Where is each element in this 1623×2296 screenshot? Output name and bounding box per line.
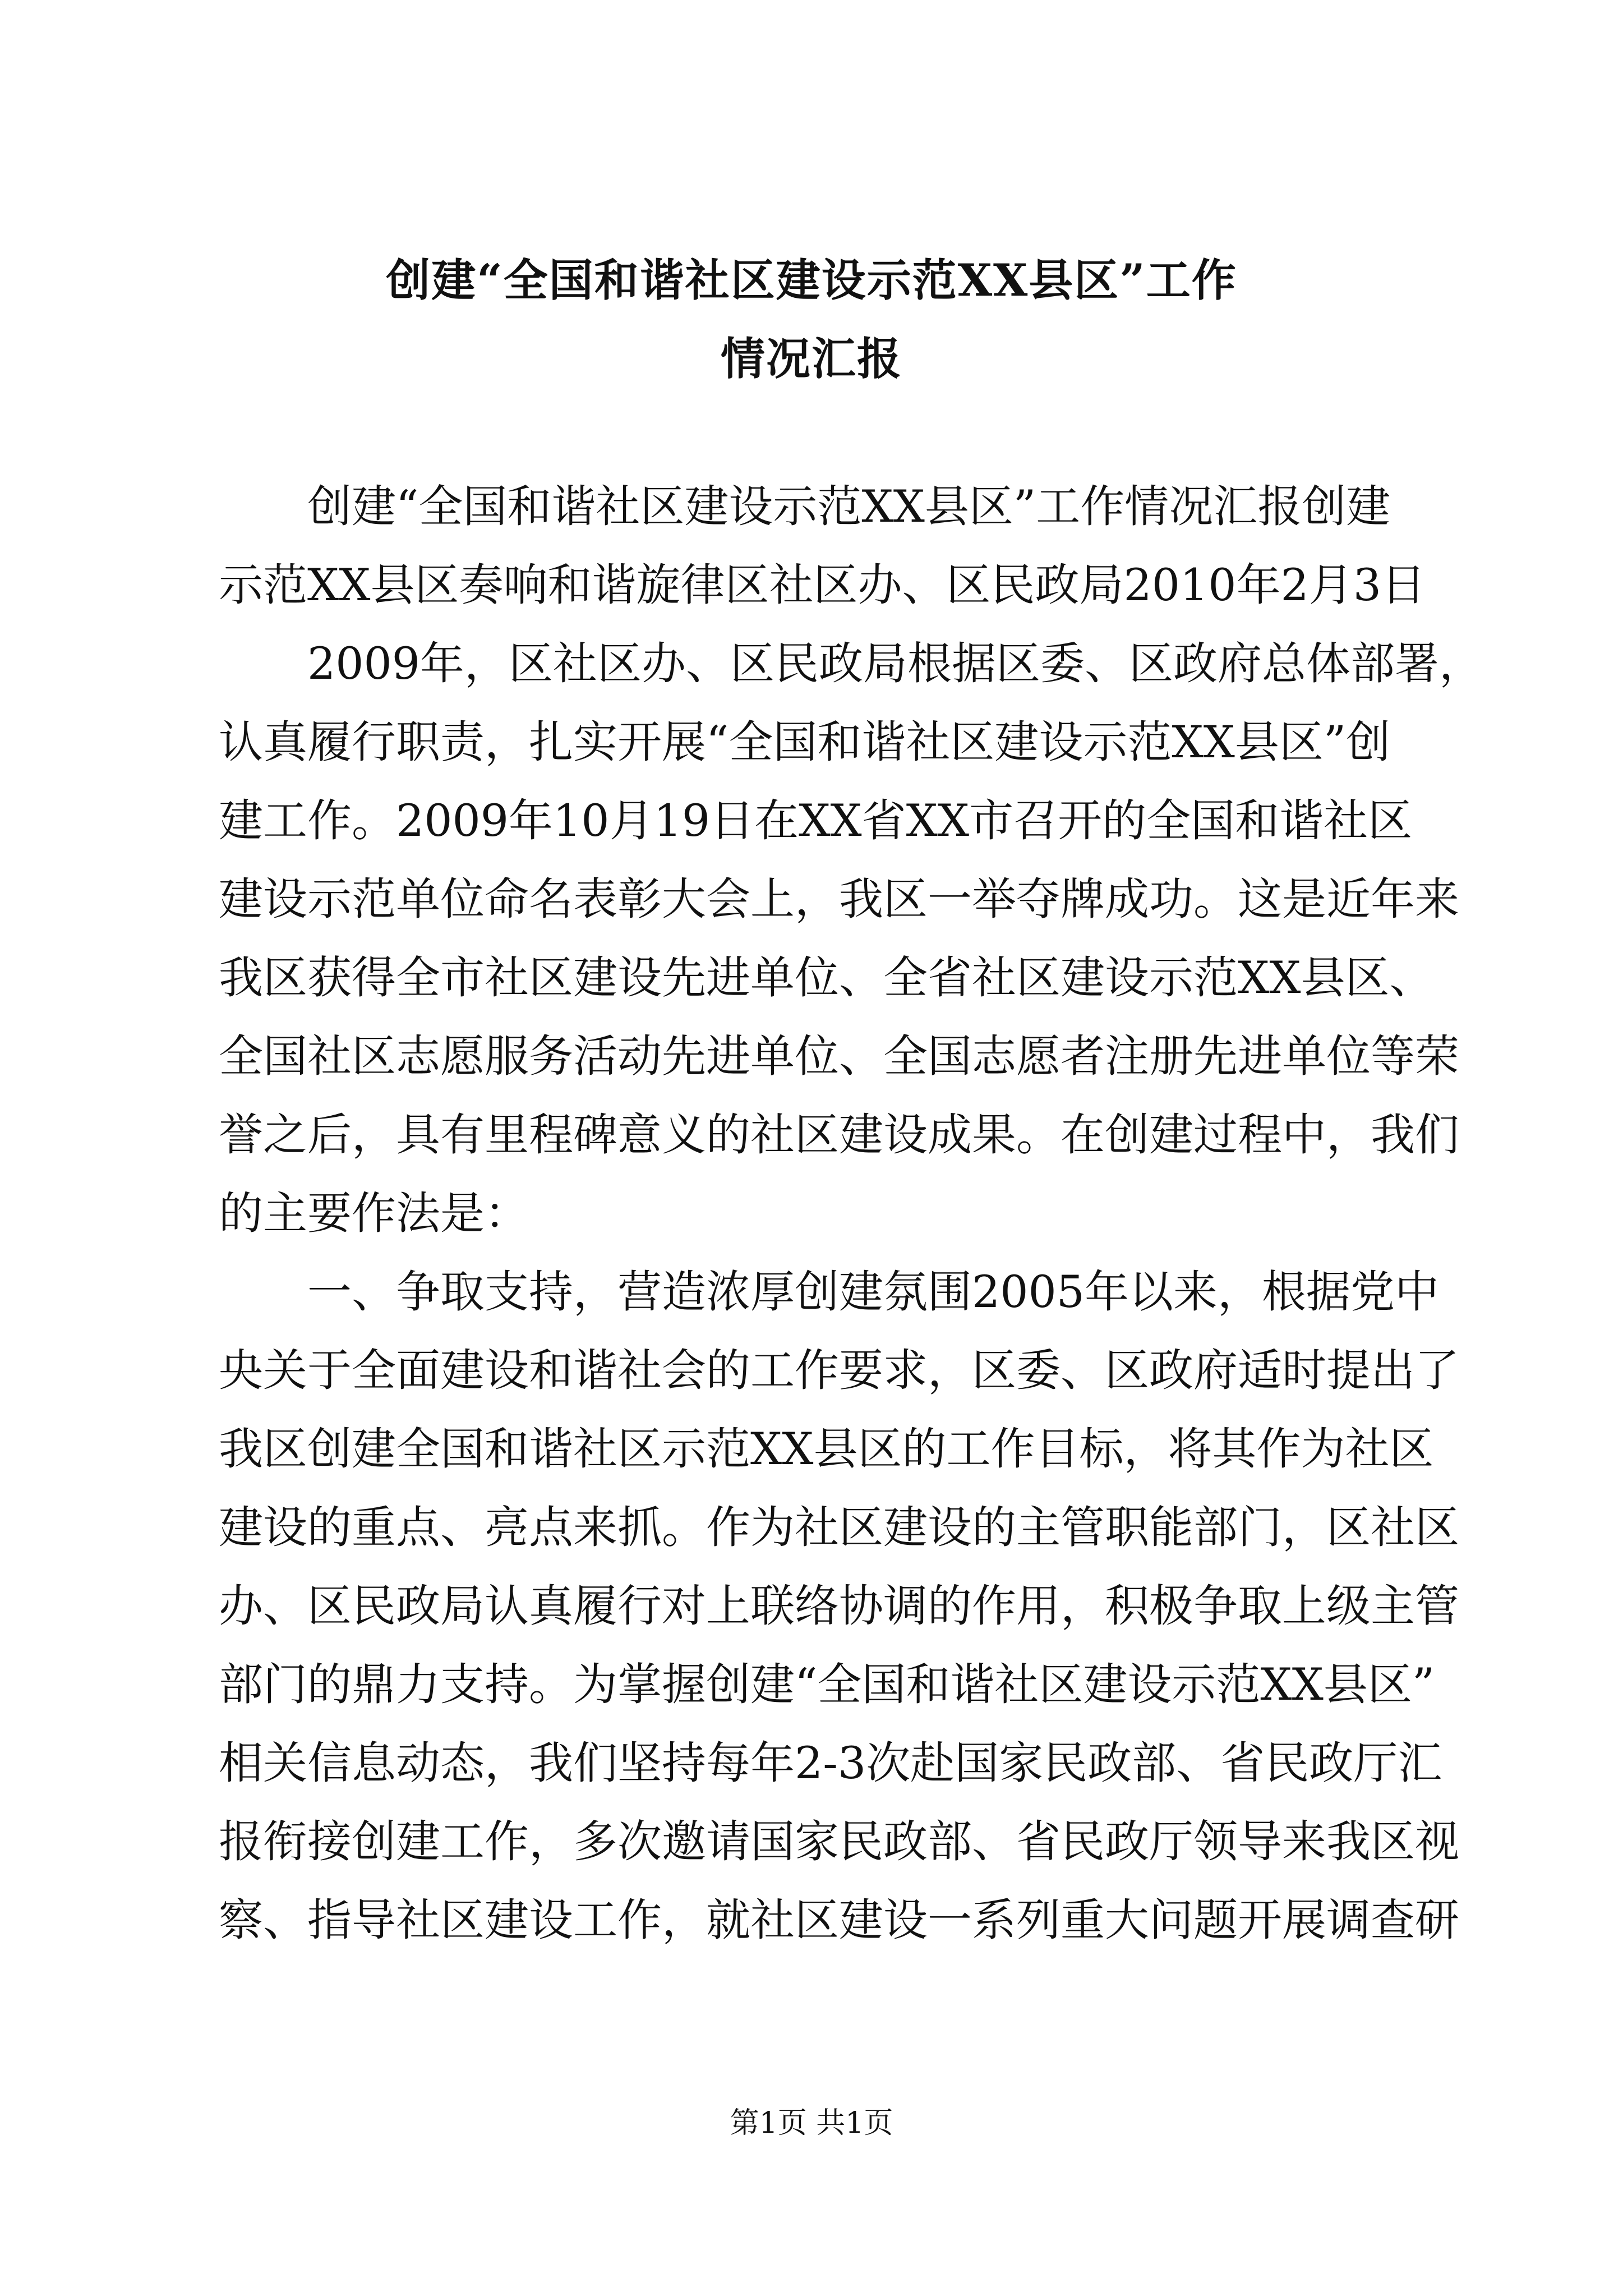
title-line: 创建“全国和谐社区建设示范XX县区”工作 bbox=[386, 254, 1237, 306]
body-line: 报衔接创建工作，多次邀请国家民政部、省民政厅领导来我区视 bbox=[219, 1816, 1459, 1867]
document-body bbox=[219, 467, 1484, 1959]
body-line: 全国社区志愿服务活动先进单位、全国志愿者注册先进单位等荣 bbox=[219, 1030, 1459, 1082]
body-line: 建工作。2009年10月19日在XX省XX市召开的全国和谐社区 bbox=[219, 795, 1413, 846]
body-line: 建设示范单位命名表彰大会上，我区一举夺牌成功。这是近年来 bbox=[219, 873, 1459, 925]
page-footer: 第1页 共1页 bbox=[730, 2106, 893, 2140]
body-line: 创建“全国和谐社区建设示范XX县区”工作情况汇报创建 bbox=[307, 481, 1391, 532]
body-line: 的主要作法是： bbox=[219, 1188, 529, 1239]
body-line: 示范XX县区奏响和谐旋律区社区办、区民政局2010年2月3日 bbox=[219, 559, 1426, 611]
body-line: 办、区民政局认真履行对上联络协调的作用，积极争取上级主管 bbox=[219, 1580, 1459, 1632]
body-line: 建设的重点、亮点来抓。作为社区建设的主管职能部门，区社区 bbox=[219, 1502, 1459, 1553]
body-line: 部门的鼎力支持。为掌握创建“全国和谐社区建设示范XX县区” bbox=[219, 1659, 1435, 1710]
body-line: 一、争取支持，营造浓厚创建氛围2005年以来，根据党中 bbox=[307, 1266, 1440, 1318]
body-line: 我区获得全市社区建设先进单位、全省社区建设示范XX县区、 bbox=[219, 952, 1434, 1004]
document-title bbox=[213, 241, 1410, 398]
body-line: 誉之后，具有里程碑意义的社区建设成果。在创建过程中，我们 bbox=[219, 1109, 1459, 1161]
title-line: 情况汇报 bbox=[721, 333, 902, 385]
body-line: 我区创建全国和谐社区示范XX县区的工作目标，将其作为社区 bbox=[219, 1423, 1434, 1475]
body-line: 相关信息动态，我们坚持每年2-3次赴国家民政部、省民政厅汇 bbox=[219, 1737, 1442, 1789]
body-line: 认真履行职责，扎实开展“全国和谐社区建设示范XX县区”创 bbox=[219, 716, 1391, 768]
body-line: 2009年，区社区办、区民政局根据区委、区政府总体部署， bbox=[307, 638, 1484, 689]
body-line: 察、指导社区建设工作，就社区建设一系列重大问题开展调查研 bbox=[219, 1894, 1459, 1946]
body-line: 央关于全面建设和谐社会的工作要求，区委、区政府适时提出了 bbox=[219, 1345, 1459, 1396]
